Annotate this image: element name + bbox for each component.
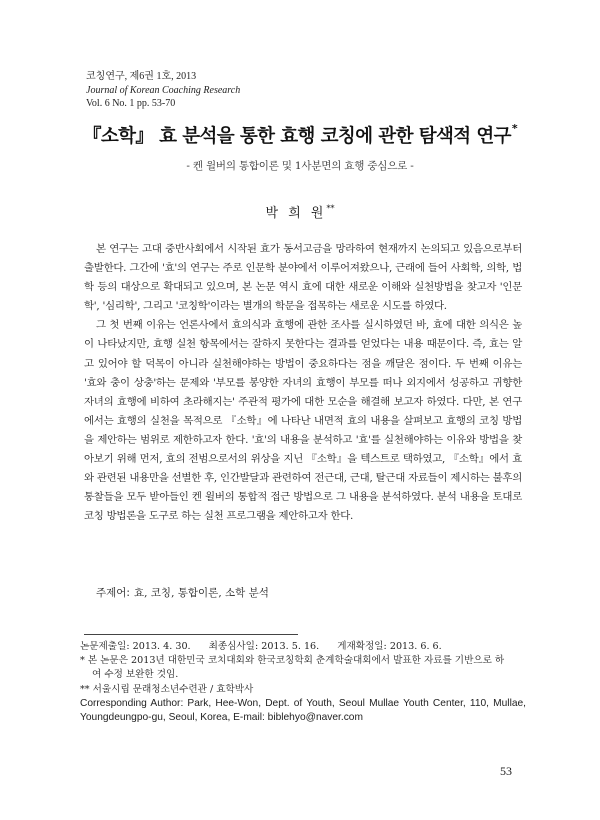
journal-info bbox=[86, 70, 240, 111]
journal-volume-pages: Vol. 6 No. 1 pp. 53-70 bbox=[86, 98, 176, 109]
author bbox=[0, 202, 600, 221]
paper-title-text: 『소학』 효 분석을 통한 효행 코칭에 관한 탐색적 연구 bbox=[82, 126, 511, 147]
abstract-paragraph-1: 본 연구는 고대 중반사회에서 시작된 효가 동서고금을 망라하여 현재까지 논의되고 있음으로부터 출발한다. 그간에 '효'의 연구는 주로 인문학 분야에서 이루어져왔으나, 근래에 들어 사회학, 의학, 법학 등의 대상으로 확대되고 있으며, 본 논문 역시 효에 대한 새로운 이해와 실천방법을 찾고자 '인문학', '심리학', 그리고 '코칭학'이라는 별개의 학문을 접목하는 새로운 시도를 하였다. bbox=[84, 243, 522, 313]
received-date: 논문제출일: 2013. 4. 30. bbox=[80, 641, 191, 652]
keywords-label: 주제어: bbox=[96, 587, 130, 599]
page-number: 53 bbox=[500, 764, 512, 778]
title-block bbox=[60, 122, 540, 173]
journal-en-name: Journal of Korean Coaching Research bbox=[86, 84, 241, 96]
footnote-1-continued: 여 수정 보완한 것임. bbox=[92, 669, 179, 681]
author-footnote-mark: ** bbox=[326, 204, 335, 213]
reviewed-date: 최종심사일: 2013. 5. 16. bbox=[208, 641, 320, 652]
paper-title bbox=[60, 122, 540, 148]
keywords bbox=[96, 585, 269, 600]
footnotes bbox=[80, 640, 526, 725]
abstract-paragraph-2: 그 첫 번째 이유는 언론사에서 효의식과 효행에 관한 조사를 실시하였던 바, 효에 대한 의식은 높이 나타났지만, 효행 실천 항목에서는 잘하지 못한다는 결과를 얻었다는 내용 때문이다. 즉, 효는 알고 있어야 할 덕목이 아니라 실천해야하는 방법이 중요하다는 점을 깨달은 점이다. 두 번째 이유는 '효와 충이 상충'하는 문제와 '부모를 봉양한 자녀의 효행이 부모를 떠나 외지에서 성공하고 귀향한 자녀의 효행에 비하여 초라해지는' 주관적 평가에 대한 모순을 해결해 보고자 하였다. 다만, 본 연구에서는 효행의 실천을 목적으로 『소학』에 나타난 내면적 효의 내용을 살펴보고 효행의 코칭 방법을 제안하는 범위로 제한하고자 한다. '효'의 내용을 분석하고 '효'를 실천해야하는 이유와 방법을 찾아보기 위해 먼저, 효의 전범으로서의 위상을 지닌 『소학』을 텍스트로 택하였고, 『소학』에서 효와 관련된 내용만을 선별한 후, 인간발달과 관련하여 전근대, 근대, 탈근대 자료들이 제시하는 불후의 통찰들을 모두 받아들인 켄 윌버의 통합적 접근 방법으로 그 내용을 분석하였다. 분석 내용을 토대로 코칭 방법론을 도구로 하는 실천 프로그램을 제안하고자 한다. bbox=[84, 319, 522, 523]
footnote-dates bbox=[80, 640, 526, 654]
abstract bbox=[84, 240, 522, 526]
keywords-list: 효, 코칭, 통합이론, 소학 분석 bbox=[133, 587, 269, 599]
journal-ko-line: 코칭연구, 제6권 1호, 2013 bbox=[86, 71, 197, 82]
footnote-2: ** 서울시립 문래청소년수련관 / 효학박사 bbox=[80, 683, 254, 695]
title-footnote-mark: * bbox=[511, 122, 518, 135]
footnote-1: * 본 논문은 2013년 대한민국 코치대회와 한국코칭학회 춘계학술대회에서 발표한 자료를 기반으로 하 bbox=[80, 655, 505, 667]
corresponding-author: Corresponding Author: Park, Hee-Won, Dept. of Youth, Seoul Mullae Youth Center, 110, Mullae, Youngdeungpo-gu, Seoul, Korea, E-mail: biblehyo@naver.com bbox=[80, 697, 526, 723]
footnote-divider bbox=[84, 634, 298, 635]
author-name: 박 희 원 bbox=[265, 206, 327, 221]
paper-subtitle: - 켄 윌버의 통합이론 및 1사분면의 효행 중심으로 - bbox=[186, 160, 414, 172]
accepted-date: 게재확정일: 2013. 6. 6. bbox=[337, 641, 442, 652]
